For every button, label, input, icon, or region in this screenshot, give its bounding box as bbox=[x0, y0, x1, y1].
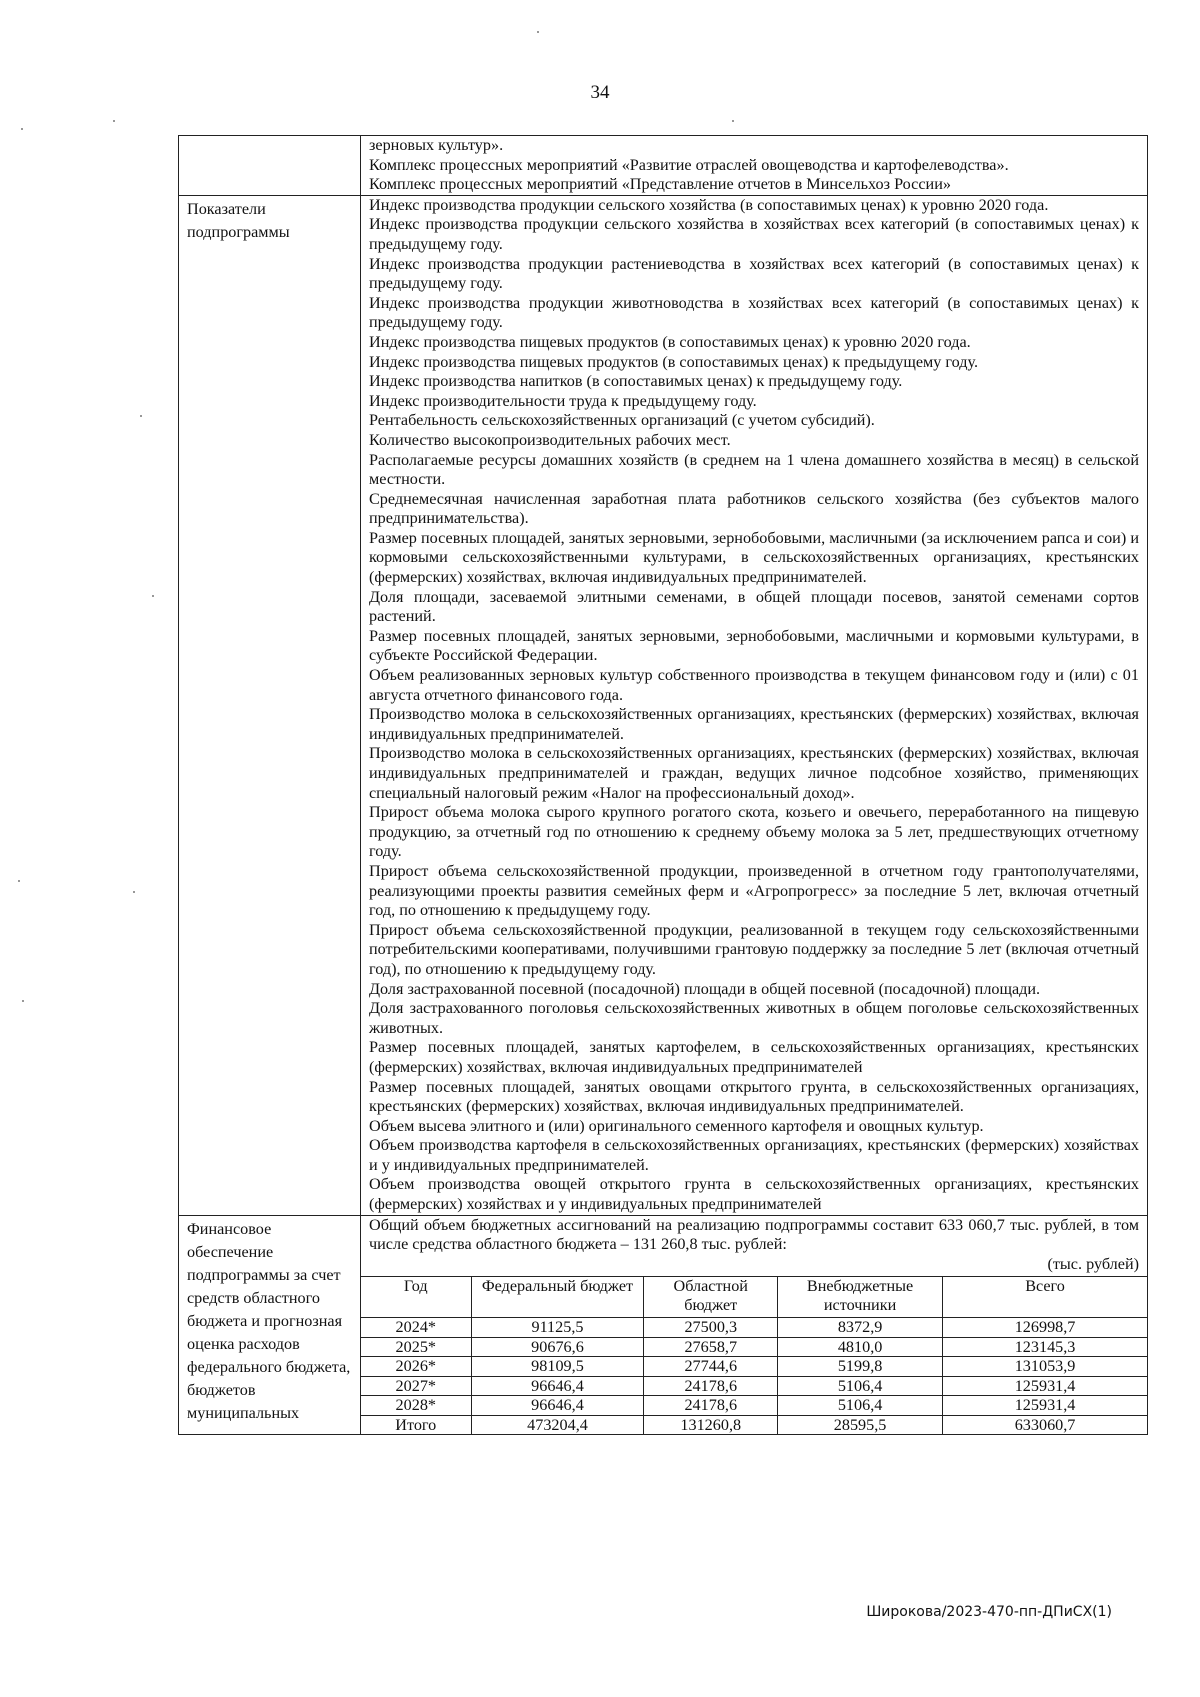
indicator-item: Рентабельность сельскохозяйственных организаций (с учетом субсидий). bbox=[369, 411, 875, 430]
activities-label-cell bbox=[179, 136, 361, 196]
indicator-item: Доля площади, засеваемой элитными семенами, в общей площади посевов, занятой семенами сортов растений. bbox=[369, 587, 1139, 626]
cell-extrabudget: 5199,8 bbox=[778, 1357, 943, 1377]
indicator-item: Размер посевных площадей, занятых овощами открытого грунта, в сельскохозяйственных организациях, крестьянских (фермерских) хозяйствах, включая индивидуальных предпринимателей. bbox=[369, 1077, 1139, 1116]
scan-speck bbox=[21, 128, 23, 130]
indicator-item: Индекс производства пищевых продуктов (в сопоставимых ценах) к уровню 2020 года. bbox=[369, 332, 971, 351]
page-number: 34 bbox=[590, 82, 610, 103]
cell-extrabudget: 28595,5 bbox=[778, 1415, 943, 1434]
indicator-item: Индекс производительности труда к предыдущему году. bbox=[369, 391, 757, 410]
scan-speck bbox=[133, 891, 135, 893]
cell-federal: 90676,6 bbox=[471, 1337, 644, 1357]
indicator-item: Объем производства овощей открытого грунта в сельскохозяйственных организациях, крестьянских (фермерских) хозяйствах и у индивидуальных предпринимателей bbox=[369, 1175, 1139, 1214]
cell-federal: 96646,4 bbox=[471, 1376, 644, 1396]
indicator-item: Среднемесячная начисленная заработная плата работников сельского хозяйства (без субъектов малого предпринимательства). bbox=[369, 489, 1139, 528]
financing-intro: Общий объем бюджетных ассигнований на реализацию подпрограммы составит 633 060,7 тыс. рублей, в том числе средства областного бюджета – 131 260,8 тыс. рублей: bbox=[369, 1215, 1139, 1254]
cell-extrabudget: 5106,4 bbox=[778, 1396, 943, 1416]
table-row bbox=[361, 1357, 1147, 1377]
cell-total: 125931,4 bbox=[943, 1396, 1147, 1416]
col-header-year: Год bbox=[361, 1277, 471, 1318]
cell-total: 633060,7 bbox=[943, 1415, 1147, 1434]
indicator-item: Размер посевных площадей, занятых зерновыми, зернобобовыми, масличными (за исключением рапса и сои) и кормовыми сельскохозяйственными культурами, в сельскохозяйственных организациях, крестьянских (фермерских) хозяйствах, включая индивидуальных предпринимателей. bbox=[369, 528, 1139, 587]
financing-header-row bbox=[361, 1277, 1147, 1318]
indicator-item: Производство молока в сельскохозяйственных организациях, крестьянских (фермерских) хозяйствах, включая индивидуальных предпринимателей и граждан, ведущих личное подсобное хозяйство, применяющих специальный налоговый режим «Налог на профессиональный доход». bbox=[369, 744, 1139, 802]
cell-total: 125931,4 bbox=[943, 1376, 1147, 1396]
cell-regional: 131260,8 bbox=[644, 1415, 778, 1434]
cell-total: 131053,9 bbox=[943, 1357, 1147, 1377]
financing-unit: (тыс. рублей) bbox=[1047, 1254, 1139, 1273]
indicator-item: Размер посевных площадей, занятых картофелем, в сельскохозяйственных организациях, крестьянских (фермерских) хозяйствах, включая индивидуальных предпринимателей bbox=[369, 1038, 1139, 1076]
table-row bbox=[361, 1318, 1147, 1338]
indicator-item: Индекс производства продукции растениеводства в хозяйствах всех категорий (в сопоставимых ценах) к предыдущему году. bbox=[369, 254, 1139, 293]
indicators-list bbox=[361, 195, 1148, 1215]
indicator-item: Производство молока в сельскохозяйственных организациях, крестьянских (фермерских) хозяйствах, включая индивидуальных предпринимателей. bbox=[369, 705, 1139, 743]
activities-row bbox=[179, 136, 1148, 196]
table-row bbox=[361, 1376, 1147, 1396]
cell-year: 2026* bbox=[361, 1357, 471, 1377]
cell-total: 123145,3 bbox=[943, 1337, 1147, 1357]
cell-regional: 27500,3 bbox=[644, 1318, 778, 1338]
indicator-item: Располагаемые ресурсы домашних хозяйств (в среднем на 1 члена домашнего хозяйства в месяц) в сельской местности. bbox=[369, 450, 1139, 489]
indicator-item: Доля застрахованного поголовья сельскохозяйственных животных в общем поголовье сельскохозяйственных животных. bbox=[369, 999, 1139, 1037]
financing-table bbox=[361, 1276, 1147, 1434]
cell-year: 2025* bbox=[361, 1337, 471, 1357]
cell-extrabudget: 8372,9 bbox=[778, 1318, 943, 1338]
indicator-item: Индекс производства продукции сельского хозяйства (в сопоставимых ценах) к уровню 2020 года. bbox=[369, 195, 1049, 214]
table-row bbox=[361, 1396, 1147, 1416]
indicator-item: Индекс производства продукции животноводства в хозяйствах всех категорий (в сопоставимых ценах) к предыдущему году. bbox=[369, 293, 1139, 332]
indicator-item: Прирост объема молока сырого крупного рогатого скота, козьего и овечьего, переработанного на пищевую продукцию, за отчетный год по отношению к среднему объему молока за 5 лет, предшествующих отчетному году. bbox=[369, 803, 1139, 861]
indicator-item: Количество высокопроизводительных рабочих мест. bbox=[369, 430, 731, 449]
cell-year: Итого bbox=[361, 1415, 471, 1434]
cell-federal: 91125,5 bbox=[471, 1318, 644, 1338]
indicator-item: Объем высева элитного и (или) оригинального семенного картофеля и овощных культур. bbox=[369, 1116, 984, 1135]
scan-speck bbox=[22, 1000, 24, 1002]
cell-regional: 24178,6 bbox=[644, 1376, 778, 1396]
activity-line: Комплекс процессных мероприятий «Представление отчетов в Минсельхоз России» bbox=[369, 175, 951, 194]
scan-speck bbox=[152, 595, 154, 597]
col-header-extrabudget: Внебюджетные источники bbox=[778, 1277, 943, 1318]
cell-federal: 98109,5 bbox=[471, 1357, 644, 1377]
financing-cell bbox=[361, 1215, 1148, 1435]
indicator-item: Прирост объема сельскохозяйственной продукции, реализованной в текущем году сельскохозяйственными потребительскими кооперативами, получившими грантовую поддержку за последние 5 лет (включая отчетный год), по отношению к предыдущему году. bbox=[369, 920, 1139, 978]
financing-row bbox=[179, 1215, 1148, 1435]
cell-regional: 24178,6 bbox=[644, 1396, 778, 1416]
cell-federal: 473204,4 bbox=[471, 1415, 644, 1434]
col-header-total: Всего bbox=[943, 1277, 1147, 1318]
cell-total: 126998,7 bbox=[943, 1318, 1147, 1338]
table-row bbox=[361, 1337, 1147, 1357]
cell-extrabudget: 4810,0 bbox=[778, 1337, 943, 1357]
activity-line: зерновых культур». bbox=[369, 136, 504, 154]
cell-regional: 27658,7 bbox=[644, 1337, 778, 1357]
cell-year: 2024* bbox=[361, 1318, 471, 1338]
scan-speck bbox=[537, 31, 539, 33]
scan-speck bbox=[113, 120, 115, 122]
indicator-item: Индекс производства пищевых продуктов (в сопоставимых ценах) к предыдущему году. bbox=[369, 352, 979, 371]
table-row-total bbox=[361, 1415, 1147, 1434]
indicators-label: Показатели подпрограммы bbox=[179, 195, 361, 1215]
indicator-item: Индекс производства напитков (в сопоставимых ценах) к предыдущему году. bbox=[369, 372, 903, 391]
activities-cell bbox=[361, 136, 1148, 196]
scan-speck bbox=[18, 880, 20, 882]
activity-line: Комплекс процессных мероприятий «Развитие отраслей овощеводства и картофелеводства». bbox=[369, 155, 1009, 174]
cell-regional: 27744,6 bbox=[644, 1357, 778, 1377]
indicators-row bbox=[179, 195, 1148, 1215]
indicator-item: Объем производства картофеля в сельскохозяйственных организациях, крестьянских (фермерских) хозяйствах и у индивидуальных предпринимателей. bbox=[369, 1136, 1139, 1174]
indicator-item: Объем реализованных зерновых культур собственного производства в текущем финансовом году и (или) с 01 августа отчетного финансового года. bbox=[369, 666, 1139, 704]
cell-federal: 96646,4 bbox=[471, 1396, 644, 1416]
cell-year: 2028* bbox=[361, 1396, 471, 1416]
financing-label: Финансовое обеспечение подпрограммы за счет средств областного бюджета и прогнозная оценка расходов федерального бюджета, бюджетов муниципальных bbox=[179, 1215, 361, 1435]
scan-speck bbox=[140, 415, 142, 417]
footer-doc-id: Широкова/2023-470-пп-ДПиСХ(1) bbox=[866, 1604, 1112, 1620]
cell-year: 2027* bbox=[361, 1376, 471, 1396]
col-header-regional: Областной бюджет bbox=[644, 1277, 778, 1318]
scan-speck bbox=[732, 120, 734, 122]
indicator-item: Индекс производства продукции сельского хозяйства в хозяйствах всех категорий (в сопоставимых ценах) к предыдущему году. bbox=[369, 215, 1139, 253]
col-header-federal: Федеральный бюджет bbox=[471, 1277, 644, 1318]
indicator-item: Прирост объема сельскохозяйственной продукции, произведенной в отчетном году грантополучателями, реализующими проекты развития семейных ферм и «Агропрогресс» за последние 5 лет, включая отчетный год, по отношению к предыдущему году. bbox=[369, 861, 1139, 920]
passport-table bbox=[178, 135, 1148, 1435]
indicator-item: Доля застрахованной посевной (посадочной) площади в общей посевной (посадочной) площади. bbox=[369, 979, 1041, 998]
cell-extrabudget: 5106,4 bbox=[778, 1376, 943, 1396]
indicator-item: Размер посевных площадей, занятых зерновыми, зернобобовыми, масличными и кормовыми культурами, в субъекте Российской Федерации. bbox=[369, 626, 1139, 665]
